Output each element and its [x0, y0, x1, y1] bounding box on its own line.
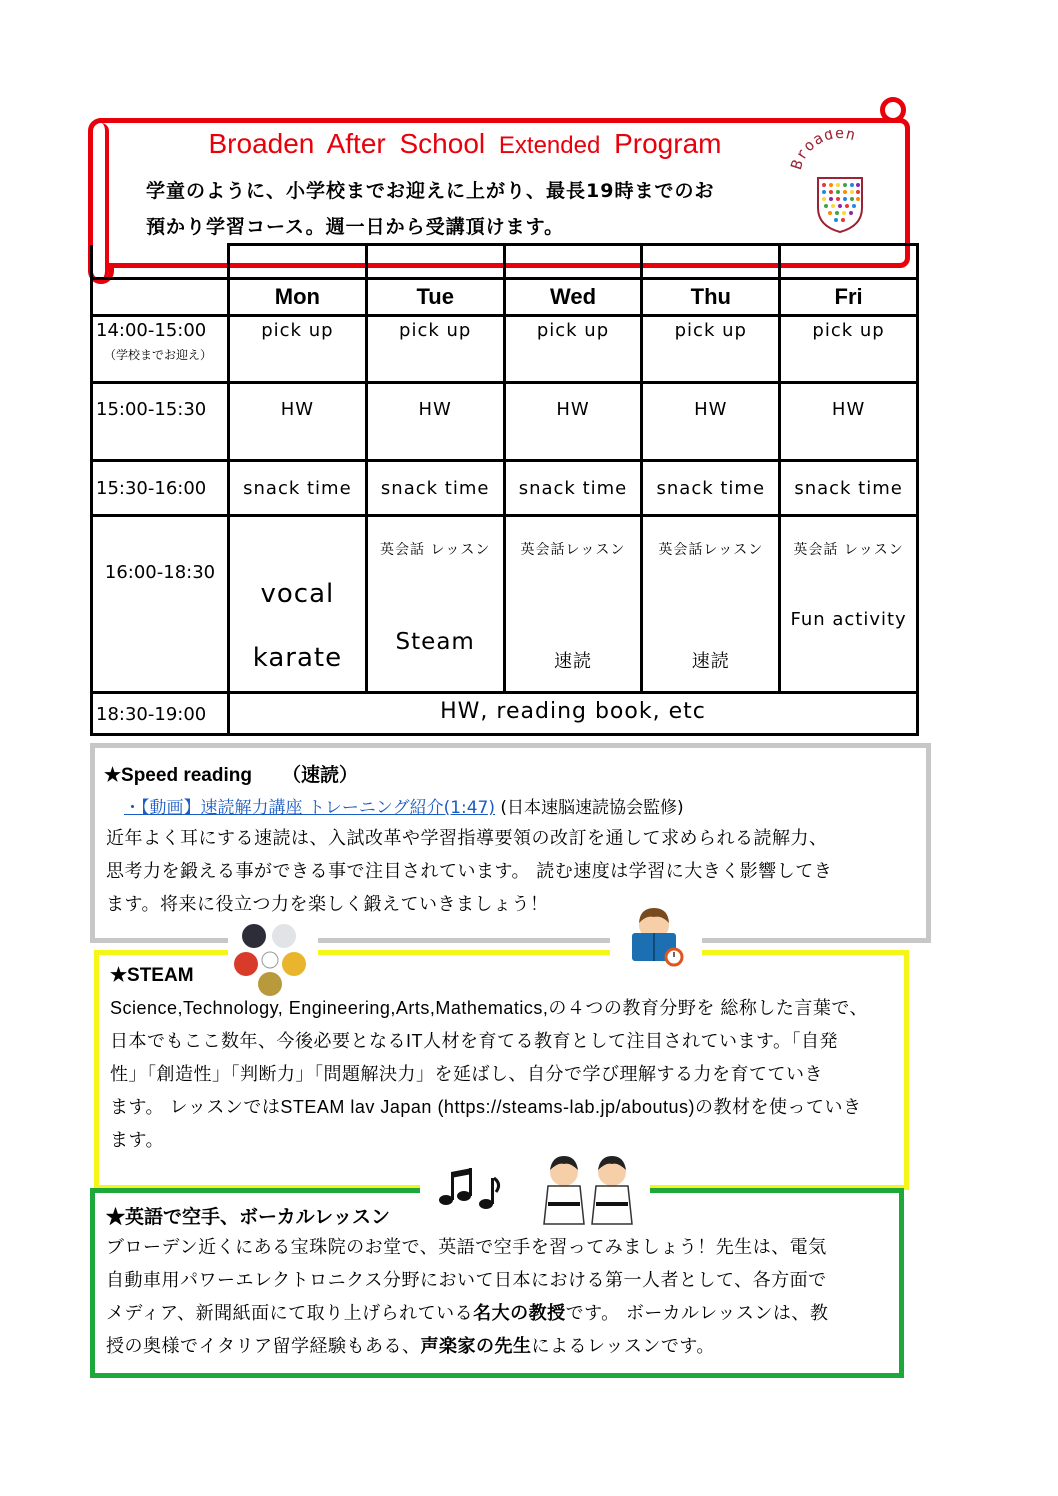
- activity-cell: HW: [780, 383, 918, 461]
- late-activity: HW, reading book, etc: [229, 693, 918, 735]
- emphasis-professor: 名大の教授: [473, 1303, 566, 1324]
- activity-cell: pick up: [642, 316, 780, 383]
- text-line: メディア、新聞紙面にて取り上げられている名大の教授です。 ボーカルレッスンは、教: [106, 1303, 829, 1324]
- day-header: Tue: [366, 279, 504, 316]
- banner-text-line-1: 学童のように、小学校までお迎えに上がり、最長19時までのお: [146, 180, 715, 202]
- steam-body: [110, 992, 900, 1157]
- empty-cell: [504, 245, 642, 279]
- english-section-title: ★英語で空手、ボーカルレッスン: [106, 1207, 390, 1228]
- text-line: 性」「創造性」「判断力」「問題解決力」を延ばし、自分で学び理解する力を育てていき: [110, 1064, 823, 1084]
- time-label: 18:30-19:00: [92, 693, 229, 735]
- text-line: 授の奥様でイタリア留学経験もある、声楽家の先生によるレッスンです。: [106, 1336, 715, 1357]
- activity-fun: Fun activity: [790, 609, 907, 630]
- speed-reading-link-line: [124, 793, 684, 818]
- boy-reading-icon: [624, 905, 686, 967]
- day-header-row: [92, 279, 918, 316]
- text-line: 自動車用パワーエレクトロニクス分野において日本における第一人者として、各方面で: [106, 1270, 827, 1291]
- activity-cell: HW: [642, 383, 780, 461]
- table-row: [92, 383, 918, 461]
- activity-cell: pick up: [504, 316, 642, 383]
- empty-cell: [92, 245, 229, 279]
- karate-kids-icon: [540, 1150, 640, 1230]
- activity-cell: snack time: [229, 461, 367, 516]
- activity-english-lesson: 英会話 レッスン: [793, 542, 904, 558]
- corner-cell: [92, 279, 229, 316]
- day-header: Fri: [780, 279, 918, 316]
- text-line: Science,Technology, Engineering,Arts,Mathematics,の４つの教育分野を 総称した言葉で、: [110, 998, 869, 1018]
- activity-english-lesson: 英会話 レッスン: [380, 542, 491, 558]
- logo-text: roaden: [791, 130, 859, 163]
- english-section-body: [106, 1231, 896, 1363]
- activity-cell: HW: [229, 383, 367, 461]
- day-header: Wed: [504, 279, 642, 316]
- time-label: 15:30-16:00: [92, 461, 229, 516]
- schedule-table: [90, 243, 919, 736]
- activity-cell: HW: [366, 383, 504, 461]
- activity-cell: snack time: [642, 461, 780, 516]
- time-note: （学校までお迎え）: [104, 348, 213, 362]
- table-row-late: [92, 693, 918, 735]
- day-header: Mon: [229, 279, 367, 316]
- text-line: ブローデン近くにある宝珠院のお堂で、英語で空手を習ってみましょう！先生は、電気: [106, 1237, 827, 1258]
- activity-cell-thu: [642, 516, 780, 693]
- speed-reading-body: [106, 822, 886, 921]
- text-line: ます。 レッスンではSTEAM lav Japan (https://steams-lab.jp/aboutus)の教材を使っていき: [110, 1097, 862, 1117]
- activity-speed-reading: 速読: [691, 651, 730, 672]
- empty-cell: [229, 245, 367, 279]
- activity-karate: karate: [252, 643, 343, 673]
- activity-cell: pick up: [366, 316, 504, 383]
- text-line: ます。: [110, 1130, 165, 1150]
- table-row: [92, 461, 918, 516]
- activity-cell-mon: [229, 516, 367, 693]
- table-row: [92, 316, 918, 383]
- text-line: 近年よく耳にする速読は、入試改革や学習指導要領の改訂を通して求められる読解力、: [106, 828, 828, 849]
- steam-circles-icon: [230, 922, 310, 997]
- music-notes-icon: [436, 1164, 502, 1212]
- text-line: ます。将来に役立つ力を楽しく鍛えていきましょう！: [106, 894, 549, 915]
- svg-text:Broaden: [790, 130, 858, 172]
- text-line: 日本でもここ数年、今後必要となるIT人材を育てる教育として注目されています。「自発: [110, 1031, 839, 1051]
- activity-speed-reading: 速読: [553, 651, 592, 672]
- banner-text-line-2: 預かり学習コース。週一日から受講頂けます。: [146, 216, 565, 238]
- activity-cell: snack time: [366, 461, 504, 516]
- empty-cell: [780, 245, 918, 279]
- table-row-evening: [92, 516, 918, 693]
- link-suffix: (日本速脳速読協会監修): [495, 798, 684, 818]
- activity-english-lesson: 英会話レッスン: [520, 542, 626, 558]
- steam-title: ★STEAM: [110, 965, 194, 986]
- activity-steam: Steam: [395, 629, 475, 655]
- text-line: 思考力を鍛える事ができる事で注目されています。 読む速度は学習に大きく影響してき: [106, 861, 833, 882]
- activity-cell-wed: [504, 516, 642, 693]
- time-label: 15:00-15:30: [92, 383, 229, 461]
- activity-cell-fri: [780, 516, 918, 693]
- day-header: Thu: [642, 279, 780, 316]
- broaden-logo-icon: [790, 130, 890, 240]
- empty-cell: [366, 245, 504, 279]
- activity-cell: snack time: [504, 461, 642, 516]
- time-label: 14:00-15:00: [96, 320, 207, 341]
- speed-reading-title: ★Speed reading （速読）: [104, 765, 358, 786]
- empty-cell: [642, 245, 780, 279]
- time-cell: [92, 316, 229, 383]
- activity-vocal: vocal: [260, 579, 335, 609]
- activity-cell-tue: [366, 516, 504, 693]
- speed-reading-video-link[interactable]: ・【動画】速読解力講座 トレーニング紹介(1:47): [124, 798, 496, 818]
- activity-cell: pick up: [780, 316, 918, 383]
- activity-cell: pick up: [229, 316, 367, 383]
- emphasis-vocal-teacher: 声楽家の先生: [420, 1336, 532, 1357]
- activity-cell: snack time: [780, 461, 918, 516]
- banner-title: Broaden After School Extended Program: [208, 128, 722, 159]
- activity-english-lesson: 英会話レッスン: [658, 542, 764, 558]
- table-top-strip: [92, 245, 918, 279]
- time-label: 16:00-18:30: [92, 516, 229, 693]
- activity-cell: HW: [504, 383, 642, 461]
